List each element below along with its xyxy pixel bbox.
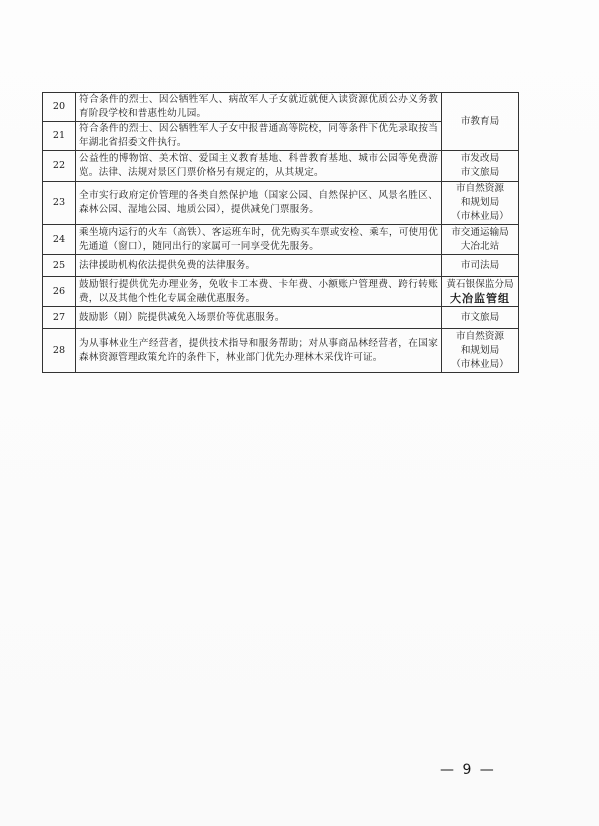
- table-row: [43, 277, 519, 307]
- responsible-dept: [442, 329, 519, 373]
- table-row: [43, 225, 519, 255]
- dept-line: （市林业局）: [451, 211, 509, 222]
- dept-line: 黄石银保监分局: [446, 278, 514, 290]
- row-number: 27: [43, 307, 76, 329]
- dept-line: 市文旅局: [460, 167, 500, 178]
- dept-line-bold: 大冶监管组: [450, 291, 510, 305]
- dept-line: 市自然资源: [456, 183, 504, 194]
- row-number: 25: [43, 255, 76, 277]
- row-content: 公益性的博物馆、美术馆、爱国主义教育基地、科普教育基地、城市公园等免费游览。法律、法规对景区门票价格另有规定的，从其规定。: [76, 151, 442, 182]
- row-content: 符合条件的烈士、因公牺牲军人、病故军人子女就近就便入读资源优质公办义务教育阶段学校和普惠性幼儿园。: [76, 93, 442, 122]
- responsible-dept: 市文旅局: [442, 307, 519, 329]
- dept-line: 市自然资源: [456, 330, 504, 342]
- table-row: [43, 151, 519, 182]
- dept-line: 大冶北站: [460, 240, 500, 252]
- row-number: 24: [43, 225, 76, 255]
- row-content: 乘坐境内运行的火车（高铁）、客运班车时，优先购买车票或安检、乘车，可使用优先通道（窗口），随同出行的家属可一同享受优先服务。: [76, 225, 442, 255]
- responsible-dept: [442, 277, 519, 307]
- table-row: [43, 329, 519, 373]
- responsible-dept: [442, 182, 519, 225]
- row-content: 鼓励银行提供优先办理业务，免收卡工本费、卡年费、小额账户管理费、跨行转账费，以及其他个性化专属金融优惠服务。: [76, 277, 442, 307]
- table-row: [43, 182, 519, 225]
- responsible-dept: 市教育局: [442, 93, 519, 151]
- table-row: [43, 255, 519, 277]
- row-content: 为从事林业生产经营者，提供技术指导和服务帮助；对从事商品林经营者，在国家森林资源管理政策允许的条件下，林业部门优先办理林木采伐许可证。: [76, 329, 442, 373]
- row-number: 28: [43, 329, 76, 373]
- dept-line: 市交通运输局: [451, 226, 509, 238]
- dept-line: 市发改局: [460, 153, 500, 164]
- row-content: 符合条件的烈士、因公牺牲军人子女中报普通高等院校，同等条件下优先录取按当年湖北省招委文件执行。: [76, 122, 442, 151]
- row-number: 23: [43, 182, 76, 225]
- row-number: 26: [43, 277, 76, 307]
- row-content: 鼓励影（剧）院提供减免入场票价等优惠服务。: [76, 307, 442, 329]
- responsible-dept: 市司法局: [442, 255, 519, 277]
- policy-table: [42, 92, 519, 373]
- table-row: [43, 307, 519, 329]
- row-content: 全市实行政府定价管理的各类自然保护地（国家公园、自然保护区、风景名胜区、森林公园、湿地公园、地质公园），提供减免门票服务。: [76, 182, 442, 225]
- responsible-dept: [442, 225, 519, 255]
- dept-line: 和规划局: [460, 344, 500, 356]
- dept-line: 和规划局: [460, 197, 500, 208]
- row-number: 22: [43, 151, 76, 182]
- dept-line: （市林业局）: [451, 358, 509, 370]
- table-row: [43, 93, 519, 122]
- row-number: 21: [43, 122, 76, 151]
- page-number: — 9 —: [440, 762, 496, 778]
- row-number: 20: [43, 93, 76, 122]
- responsible-dept: [442, 151, 519, 182]
- row-content: 法律援助机构依法提供免费的法律服务。: [76, 255, 442, 277]
